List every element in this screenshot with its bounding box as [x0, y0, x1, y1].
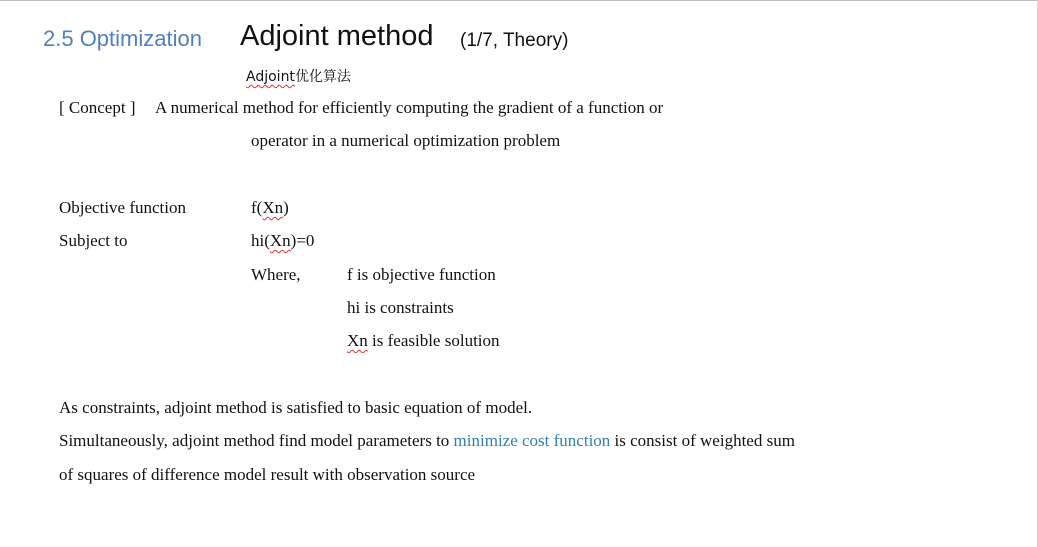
objective-prefix: f( [251, 198, 263, 217]
summary-highlight: minimize cost function [453, 431, 611, 450]
section-number: 2.5 Optimization [43, 26, 202, 51]
where-item-3-text: is feasible solution [372, 331, 500, 350]
where-item-2: hi is constraints [347, 298, 454, 317]
summary-line-3: of squares of difference model result with observation source [59, 465, 476, 484]
objective-label: Objective function [59, 198, 186, 217]
objective-suffix: ) [283, 198, 289, 217]
note-prefix: Adjoint [246, 69, 295, 85]
objective-var: Xn [262, 198, 284, 217]
note-suffix: 优化算法 [294, 69, 351, 85]
objective-formula [251, 198, 289, 218]
page-subtitle: (1/7, Theory) [460, 30, 569, 51]
summary-line-1: As constraints, adjoint method is satisfied to basic equation of model. [59, 398, 533, 417]
where-item-3-var: Xn [347, 331, 368, 350]
where-label: Where, [251, 265, 301, 284]
constraint-formula [251, 231, 314, 251]
constraint-var: Xn [269, 231, 291, 250]
summary-line-2-end: is consist of weighted sum [610, 431, 795, 450]
constraint-suffix: )=0 [290, 231, 315, 250]
top-divider [0, 0, 1038, 1]
where-item-3 [347, 331, 500, 351]
summary-line-2 [59, 431, 795, 451]
constraint-prefix: hi( [251, 231, 270, 250]
where-item-1: f is objective function [347, 265, 496, 284]
page-title: Adjoint method [240, 20, 434, 52]
concept-line-2: operator in a numerical optimization problem [251, 131, 561, 150]
chinese-note [246, 66, 351, 86]
concept-label: [ Concept ] [59, 98, 136, 117]
subject-label: Subject to [59, 231, 128, 250]
concept-line-1: A numerical method for efficiently computing the gradient of a function or [155, 98, 664, 117]
summary-line-2-start: Simultaneously, adjoint method find model parameters to [59, 431, 454, 450]
